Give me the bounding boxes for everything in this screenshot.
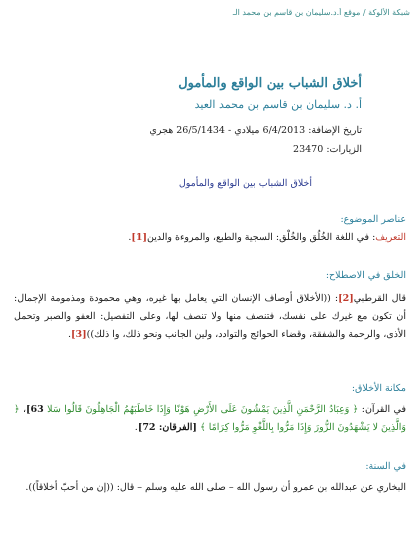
paragraph-term	[14, 290, 406, 344]
footnote-ref-1[interactable]: [1]	[131, 232, 147, 243]
definition-end: .	[128, 232, 132, 243]
section-heading-sunnah: في السنة:	[365, 461, 406, 472]
section-heading-term: الخلق في الاصطلاح:	[325, 270, 406, 281]
quran-reference: [الفرقان: 72]	[137, 422, 201, 433]
definition-label: التعريف	[375, 232, 406, 243]
breadcrumb[interactable]: شبكة الألوكة / موقع أ.د.سليمان بن قاسم بن محمد الـ	[232, 8, 410, 17]
paragraph-definition	[14, 229, 406, 247]
footnote-ref-3[interactable]: [3]	[71, 329, 87, 340]
term-text-a: قال القرطبي	[353, 293, 406, 304]
paragraph-sunnah: البخاري عن عبدالله بن عمرو أن رسول الله – صلى الله عليه وسلم – قال: ((إن من أحبّ أخلاقاً)).	[25, 482, 406, 493]
article-author[interactable]: أ. د. سليمان بن قاسم بن محمد العيد	[194, 98, 362, 111]
paragraph-quran	[14, 401, 406, 437]
footnote-ref-2[interactable]: [2]	[338, 293, 354, 304]
visits-label: الزيارات:	[326, 144, 362, 155]
section-heading-status: مكانة الأخلاق:	[351, 383, 406, 394]
quran-separator: ،	[19, 404, 27, 415]
article-title: أخلاق الشباب بين الواقع والمأمول	[178, 76, 362, 91]
quran-verse-1: ﴿ وَعِبَادُ الرَّحْمَنِ الَّذِينَ يَمْشُونَ عَلَى الأَرْضِ هَوْنًا وَإِذَا خَاطَبَهُمُ الْجَاهِلُونَ قَالُوا سَلا	[47, 404, 359, 415]
quran-lead: في القرآن:	[358, 404, 406, 415]
term-text-b: : ((الأخلاق أوصاف الإنسان التي يعامل بها غيره، وهي محمودة ومذمومة الإجمال: أن تكون مع غيرك على نفسك، فتنصف منها ولا تنصف لها، وعلى التفصيل: العفو والصبر وتحمل الأذى، والرحمة والشفقة، وقضاء الحوائج والتوادد، ولين الجانب ونحو ذلك، وا ذلك))	[14, 293, 406, 340]
quran-verse-2: ﴿ وَالَّذِينَ لا يَشْهَدُونَ الزُّورَ وَإِذَا مَرُّوا بِاللَّغْوِ مَرُّوا كِرَامًا ﴾	[14, 404, 406, 433]
added-date: تاريخ الإضافة: 6/4/2013 ميلادي - 26/5/1434 هجري	[149, 125, 362, 136]
section-heading-topics: عناصر الموضوع:	[340, 214, 406, 225]
definition-text: : في اللغة الخُلُق والخُلْق: السجية والطبع، والمروءة والدين	[146, 232, 376, 243]
quran-end: .	[134, 422, 138, 433]
visits-count	[20, 144, 362, 155]
visits-number: 23470	[293, 144, 324, 155]
article-subtitle: أخلاق الشباب بين الواقع والمأمول	[178, 178, 312, 189]
quran-verse-1-number: 63]	[26, 404, 44, 415]
term-end: .	[68, 329, 72, 340]
